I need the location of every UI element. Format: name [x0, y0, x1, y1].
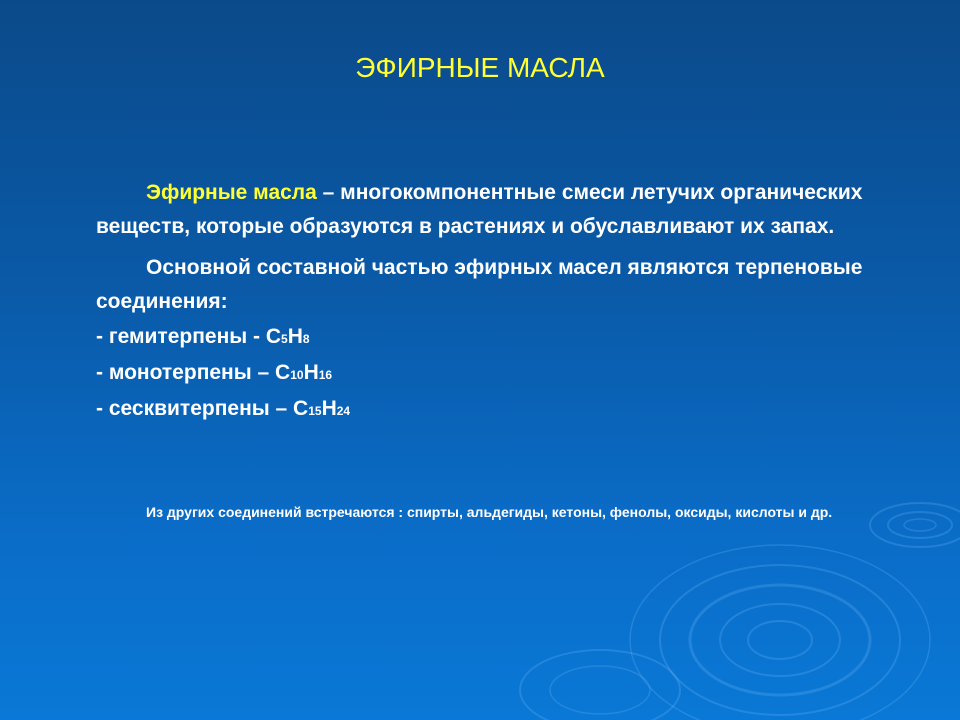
hydrogen-symbol: H: [303, 361, 319, 384]
list-item: [96, 391, 896, 427]
slide-body: [96, 176, 896, 427]
slide-title: ЭФИРНЫЕ МАСЛА: [355, 52, 605, 83]
definition-text: – многокомпонентные смеси летучих органических веществ, которые образуются в растениях и обуславливают их запах.: [96, 181, 863, 238]
terpene-class-label: - монотерпены – C: [96, 361, 291, 384]
components-intro: Основной составной частью эфирных масел являются терпеновые соединения:: [96, 256, 863, 313]
list-item: [96, 355, 896, 391]
carbon-subscript: 10: [290, 368, 304, 382]
hydrogen-subscript: 24: [336, 404, 351, 418]
hydrogen-subscript: 16: [318, 368, 333, 382]
carbon-subscript: 5: [281, 332, 288, 346]
hydrogen-symbol: H: [287, 325, 303, 348]
terpene-class-label: - сесквитерпены – C: [96, 397, 309, 420]
definition-paragraph: [96, 176, 896, 244]
hydrogen-subscript: 8: [302, 332, 310, 346]
hydrogen-symbol: H: [321, 397, 337, 420]
other-compounds-note: Из других соединений встречаются : спирты, альдегиды, кетоны, фенолы, оксиды, кислоты и др.: [146, 504, 833, 520]
carbon-subscript: 15: [308, 404, 322, 418]
list-item: [96, 319, 896, 355]
terpene-class-label: - гемитерпены - C: [96, 325, 282, 348]
definition-term: Эфирные масла: [146, 181, 317, 204]
